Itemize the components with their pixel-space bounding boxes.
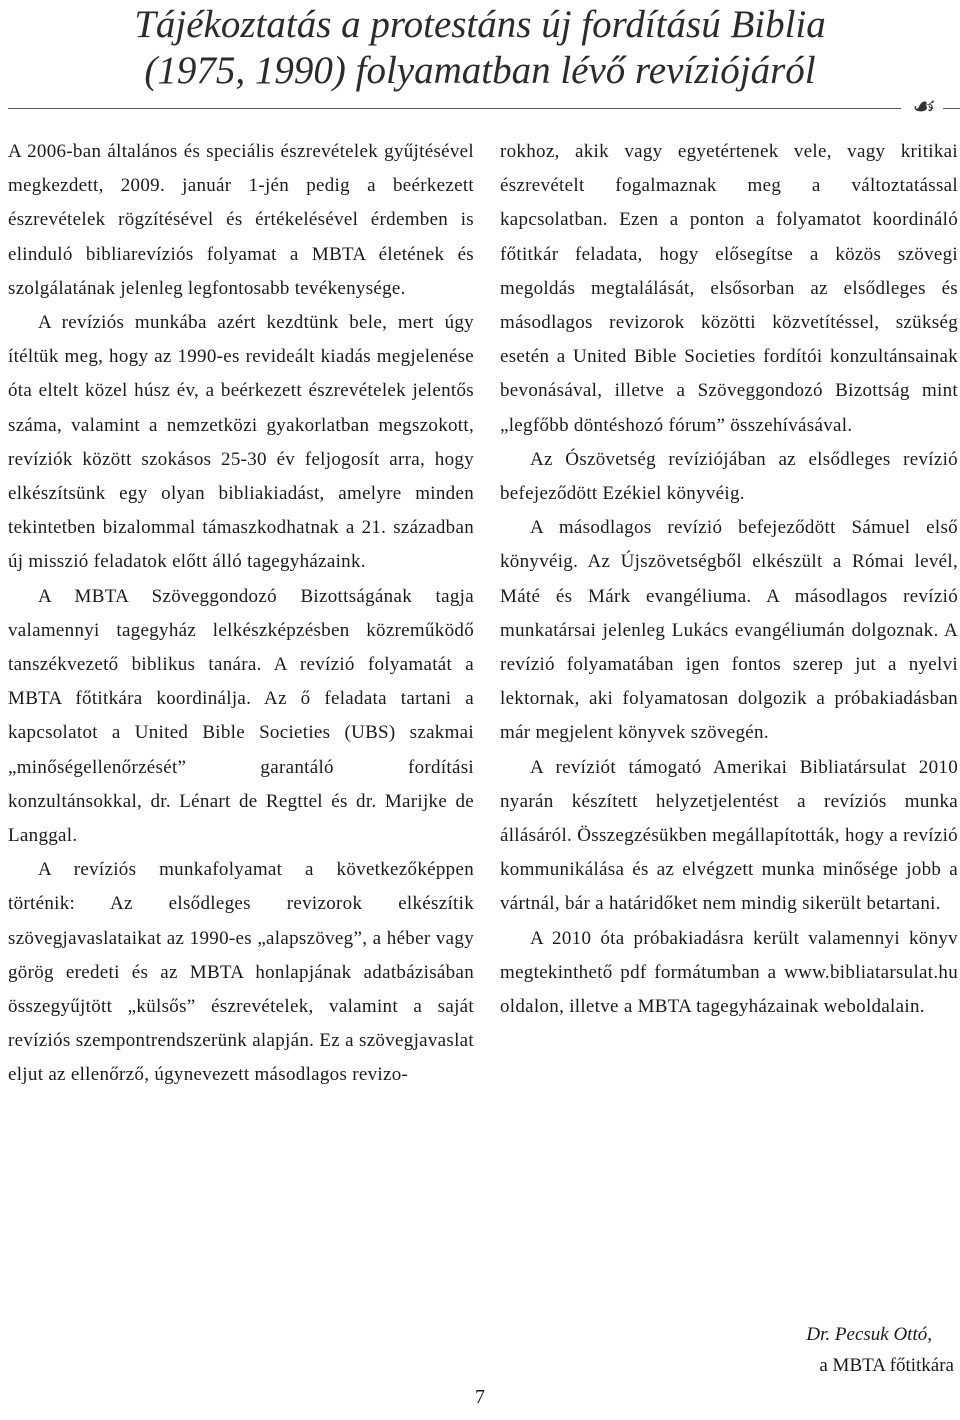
article-title-line-2: (1975, 1990) folyamatban lévő revíziójáról	[144, 49, 816, 92]
paragraph-old-testament: Az Ószövetség revíziójában az elsődleges revízió befejeződött Ezékiel könyvéig.	[500, 448, 958, 505]
paragraph-reasons: A revíziós munkába azért kezdtünk bele, mert úgy ítéltük meg, hogy az 1990-es revideált kiadás megjelenése óta eltelt közel húsz év, a beérkezett észrevételek jelentős száma, valamint a nemzetközi gyakorlatban megszokott, revíziók között szokásos 25-30 év feljogosít arra, hogy elkészítsünk egy olyan bibliakiadást, amelyre minden tekintetben bizalommal támaszkodhatnak a 21. században új misszió feladatok előtt álló tagegyházaink.	[8, 312, 474, 573]
paragraph-american-bible-society: A revíziót támogató Amerikai Bibliatársulat 2010 nyarán készített helyzetjelentést a revíziós munka állásáról. Összegzésükben megállapították, hogy a revízió kommunikálása és az elvégzett munka minősége jobb a vártnál, bár a határidőket nem mindig sikerült betartani.	[500, 756, 958, 915]
paragraph-secondary-revision: A másodlagos revízió befejeződött Sámuel első könyvéig. Az Újszövetségből elkészült a Római levél, Máté és Márk evangéliuma. A másodlagos revízió munkatársai jelenleg Lukács evangéliumán dolgoznak. A revízió folyamatában igen fontos szerep jut a nyelvi lektornak, aki folyamatosan dolgozik a próbakiadásban már megjelent könyvek szövegén.	[500, 517, 958, 744]
paragraph-committee: A MBTA Szöveggondozó Bizottságának tagja valamennyi tagegyház lelkészképzésben közreműködő tanszékvezető biblikus tanára. A revízió folyamatát a MBTA főtitkára koordinálja. Az ő feladata tartani a kapcsolatot a United Bible Societies (UBS) szakmai „minőségellenőrzését” garantáló fordítási konzultánsokkal, dr. Lénart de Regttel és dr. Marijke de Langgal.	[8, 585, 474, 847]
left-column	[8, 135, 474, 1093]
fleuron-ornament-icon: ☙	[910, 92, 934, 121]
signature-role: a MBTA főtitkára	[819, 1355, 954, 1376]
paragraph-workflow: A revíziós munkafolyamat a következőképpen történik: Az elsődleges revizorok elkészítik szövegjavaslataikat az 1990-es „alapszöveg”, a héber vagy görög eredeti és az MBTA honlapjának adatbázisában összegyűjtött „külsős” észrevételek, valamint a saját revíziós szempontrendszerünk alapján. Ez a szövegjavaslat eljut az ellenőrző, úgynevezett másodlagos revizo-	[8, 859, 474, 1086]
page-number: 7	[475, 1386, 485, 1408]
title-rule-right	[943, 108, 960, 109]
title-rule-left	[8, 108, 901, 109]
paragraph-intro: A 2006-ban általános és speciális észrevételek gyűjtésével megkezdett, 2009. január 1-jén pedig a beérkezett észrevételek rögzítésével és értékelésével érdemben is elinduló bibliarevíziós folyamat a MBTA életének és szolgálatának jelenleg legfontosabb tevékenysége.	[8, 141, 474, 299]
paragraph-pdf-availability: A 2010 óta próbakiadásra került valamennyi könyv megtekinthető pdf formátumban a www.bibliatarsulat.hu oldalon, illetve a MBTA tagegyházainak weboldalain.	[500, 927, 958, 1018]
signature-name: Dr. Pecsuk Ottó,	[806, 1324, 932, 1345]
paragraph-workflow-continued: rokhoz, akik vagy egyetértenek vele, vagy kritikai észrevételt fogalmaznak meg a változtatással kapcsolatban. Ezen a ponton a folyamatot koordináló főtitkár feladata, hogy elősegítse a közös szövegi megoldás megtalálását, elsősorban az elsődleges és másodlagos revizorok közötti közvetítéssel, szükség esetén a United Bible Societies fordítói konzultánsainak bevonásával, illetve a Szöveggondozó Bizottság mint „legfőbb döntéshozó fórum” összehívásával.	[500, 141, 958, 436]
article-title-line-1: Tájékoztatás a protestáns új fordítású Biblia	[134, 3, 826, 46]
right-column	[500, 135, 958, 1024]
